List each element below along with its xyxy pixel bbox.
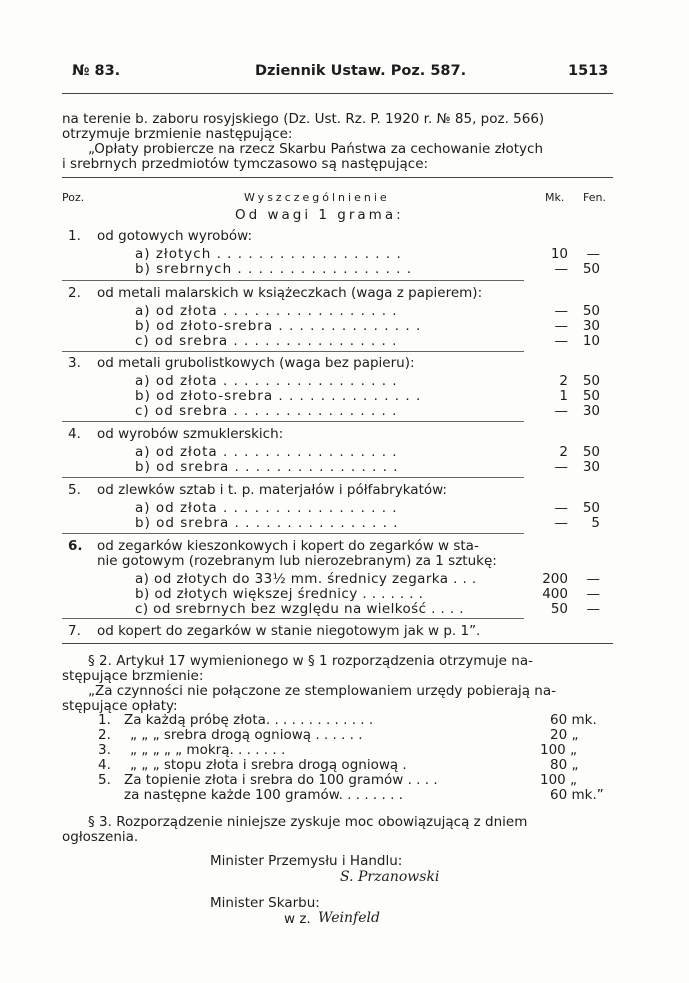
item-row-mk: — xyxy=(554,318,568,334)
col-header-description: Wyszczególnienie xyxy=(244,191,390,204)
item-row-fen: — xyxy=(586,571,600,587)
signature-minister-2-title: Minister Skarbu: xyxy=(210,895,320,911)
item-number: 5. xyxy=(68,482,81,498)
fee-label: Za topienie złota i srebra do 100 gramów . . . . xyxy=(124,773,438,788)
item-row-label: a) od złota . . . . . . . . . . . . . . . . . xyxy=(135,304,398,319)
fee-amount: 60 mk. xyxy=(550,712,597,728)
item-row-fen: 50 xyxy=(582,444,600,460)
item-row-mk: — xyxy=(554,333,568,349)
fee-label: „ „ „ srebra drogą ogniową . . . . . . xyxy=(130,728,363,743)
page-number: 1513 xyxy=(568,63,609,79)
item-row-fen: — xyxy=(586,586,600,602)
fee-amount: 100 „ xyxy=(540,742,578,758)
item-row-label: a) od złotych do 33½ mm. średnicy zegarka . . . xyxy=(135,572,477,587)
signature-minister-2-prefix: w z. xyxy=(284,911,311,927)
item-row-mk: 50 xyxy=(550,601,568,617)
item-row-label: b) od srebra . . . . . . . . . . . . . . . . xyxy=(135,516,399,531)
section-rule xyxy=(62,421,524,422)
fee-amount: 80 „ xyxy=(550,757,579,773)
section3-line-2: ogłoszenia. xyxy=(62,829,139,845)
item-row-label: c) od srebra . . . . . . . . . . . . . . . . xyxy=(135,404,398,419)
item-row-label: a) od złota . . . . . . . . . . . . . . . . . xyxy=(135,374,398,389)
fee-label: „ „ „ stopu złota i srebra drogą ogniową . xyxy=(130,758,407,773)
item-row-mk: 2 xyxy=(559,444,568,460)
item-row-mk: 400 xyxy=(542,586,568,602)
section3-line-1: § 3. Rozporządzenie niniejsze zyskuje moc obowiązującą z dniem xyxy=(88,814,528,830)
fee-number: 4. xyxy=(98,757,111,773)
section-rule xyxy=(62,618,524,619)
item-row-label: c) od srebra . . . . . . . . . . . . . . . . xyxy=(135,334,398,349)
signature-minister-1-name: S. Przanowski xyxy=(340,869,440,885)
item-row-fen: — xyxy=(586,601,600,617)
section2-line-4: stępujące opłaty: xyxy=(62,698,178,714)
col-header-mk: Mk. xyxy=(545,191,565,204)
item-heading: od gotowych wyrobów: xyxy=(97,228,253,244)
item-heading: od metali grubolistkowych (waga bez papieru): xyxy=(97,355,415,371)
item-row-mk: — xyxy=(554,459,568,475)
item-row-label: c) od srebrnych bez względu na wielkość . . . . xyxy=(135,602,464,617)
fee-amount: 20 „ xyxy=(550,727,579,743)
item-row-fen: 50 xyxy=(582,388,600,404)
intro-line-4: i srebrnych przedmiotów tymczasowo są następujące: xyxy=(62,156,429,172)
fee-number: 3. xyxy=(98,742,111,758)
item-row-fen: — xyxy=(586,246,600,262)
fee-label: „ „ „ „ „ mokrą. . . . . . . xyxy=(130,743,286,758)
fee-amount: 100 „ xyxy=(540,772,578,788)
fee-number: 2. xyxy=(98,727,111,743)
fee-number: 5. xyxy=(98,772,111,788)
item-row-mk: — xyxy=(554,303,568,319)
item-row-fen: 50 xyxy=(582,373,600,389)
item-row-fen: 10 xyxy=(582,333,600,349)
item-row-fen: 30 xyxy=(582,318,600,334)
item-row-mk: — xyxy=(554,261,568,277)
signature-minister-1-title: Minister Przemysłu i Handlu: xyxy=(210,853,403,869)
item-row-mk: 200 xyxy=(542,571,568,587)
item-row-label: a) od złota . . . . . . . . . . . . . . . . . xyxy=(135,445,398,460)
header-rule xyxy=(62,93,613,94)
journal-title: Dziennik Ustaw. Poz. 587. xyxy=(255,63,467,79)
item-heading: od zegarków kieszonkowych i kopert do zegarków w sta- xyxy=(97,538,479,554)
intro-line-3: „Opłaty probiercze na rzecz Skarbu Państwa za cechowanie złotych xyxy=(88,141,544,157)
item-row-label: a) złotych . . . . . . . . . . . . . . . . . . xyxy=(135,247,402,262)
item-row-fen: 50 xyxy=(582,500,600,516)
section-rule xyxy=(62,533,524,534)
item-number: 6. xyxy=(68,538,83,554)
section2-line-1: § 2. Artykuł 17 wymienionego w § 1 rozporządzenia otrzymuje na- xyxy=(88,653,533,669)
item-row-label: b) srebrnych . . . . . . . . . . . . . . . . . xyxy=(135,262,413,277)
item-heading: od zlewków sztab i t. p. materjałów i półfabrykatów: xyxy=(97,482,447,498)
section-rule xyxy=(62,351,524,352)
item-row-mk: — xyxy=(554,500,568,516)
item-row-mk: — xyxy=(554,515,568,531)
signature-minister-2-name: Weinfeld xyxy=(318,910,380,926)
intro-line-2: otrzymuje brzmienie następujące: xyxy=(62,126,293,142)
item-row-label: b) od srebra . . . . . . . . . . . . . . . . xyxy=(135,460,399,475)
item-number: 7. xyxy=(68,623,81,639)
fee-amount: 60 mk.” xyxy=(550,787,604,803)
item-number: 3. xyxy=(68,355,81,371)
item-row-fen: 30 xyxy=(582,459,600,475)
table-bottom-rule xyxy=(62,643,613,644)
item-number: 4. xyxy=(68,426,81,442)
item-row-fen: 50 xyxy=(582,303,600,319)
section-rule xyxy=(62,280,524,281)
item-row-mk: — xyxy=(554,403,568,419)
section-rule xyxy=(62,477,524,478)
intro-line-1: na terenie b. zaboru rosyjskiego (Dz. Ust. Rz. P. 1920 r. № 85, poz. 566) xyxy=(62,111,545,127)
item-heading: od wyrobów szmuklerskich: xyxy=(97,426,284,442)
item-row-mk: 10 xyxy=(550,246,568,262)
item-row-mk: 1 xyxy=(559,388,568,404)
item-number: 2. xyxy=(68,285,81,301)
item-heading: od metali malarskich w książeczkach (waga z papierem): xyxy=(97,285,483,301)
issue-number: № 83. xyxy=(72,63,121,79)
item-row-fen: 5 xyxy=(591,515,600,531)
fee-label: za następne każde 100 gramów. . . . . . . . xyxy=(124,788,403,803)
item-heading: od kopert do zegarków w stanie niegotowym jak w p. 1”. xyxy=(97,623,481,639)
item-row-label: b) od złotych większej średnicy . . . . . . . xyxy=(135,587,424,602)
col-header-fen: Fen. xyxy=(583,191,606,204)
item-row-mk: 2 xyxy=(559,373,568,389)
table-subtitle: Od wagi 1 grama: xyxy=(235,207,404,223)
item-row-label: b) od złoto-srebra . . . . . . . . . . . . . . xyxy=(135,389,422,404)
item-row-fen: 50 xyxy=(582,261,600,277)
col-header-poz: Poz. xyxy=(62,191,85,204)
table-top-rule xyxy=(62,177,613,178)
section2-line-3: „Za czynności nie połączone ze stemplowaniem urzędy pobierają na- xyxy=(88,683,556,699)
item-row-fen: 30 xyxy=(582,403,600,419)
item-heading-continued: nie gotowym (rozebranym lub nierozebranym) za 1 sztukę: xyxy=(97,553,497,569)
section2-line-2: stępujące brzmienie: xyxy=(62,668,204,684)
item-row-label: a) od złota . . . . . . . . . . . . . . . . . xyxy=(135,501,398,516)
item-row-label: b) od złoto-srebra . . . . . . . . . . . . . . xyxy=(135,319,422,334)
item-number: 1. xyxy=(68,228,81,244)
fee-number: 1. xyxy=(98,712,111,728)
fee-label: Za każdą próbę złota. . . . . . . . . . . . . xyxy=(124,713,374,728)
